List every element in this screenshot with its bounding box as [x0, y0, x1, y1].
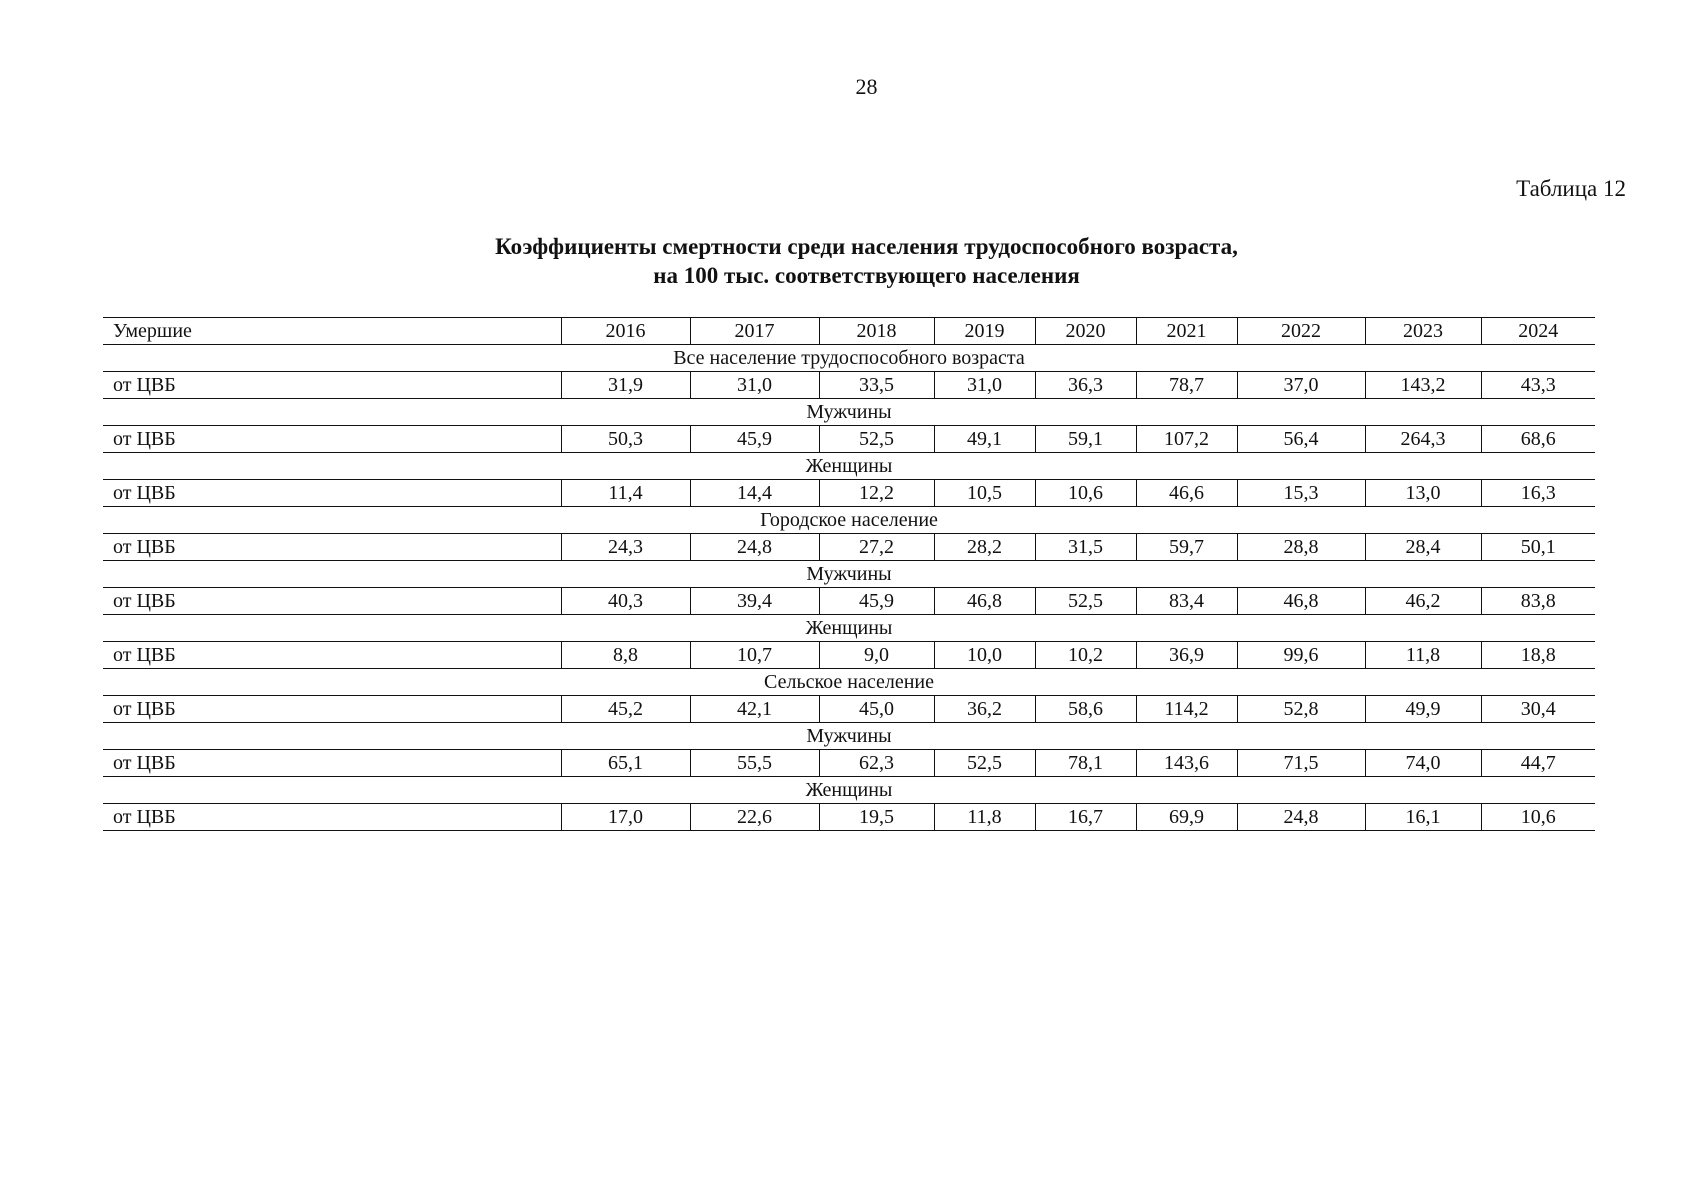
value-cell: 39,4: [690, 588, 819, 615]
year-header-cell: 2022: [1237, 318, 1365, 345]
value-cell: 28,8: [1237, 534, 1365, 561]
value-cell: 45,9: [819, 588, 934, 615]
table-label: Таблица 12: [1516, 176, 1626, 201]
table-row: [103, 534, 1595, 561]
value-cell: 59,1: [1035, 426, 1136, 453]
section-row: [103, 669, 1595, 696]
value-cell: 11,8: [934, 804, 1035, 831]
section-row: [103, 453, 1595, 480]
row-label: от ЦВБ: [103, 480, 561, 507]
value-cell: 36,2: [934, 696, 1035, 723]
value-cell: 143,6: [1136, 750, 1237, 777]
value-cell: 37,0: [1237, 372, 1365, 399]
value-cell: 99,6: [1237, 642, 1365, 669]
value-cell: 74,0: [1365, 750, 1481, 777]
value-cell: 16,3: [1481, 480, 1595, 507]
value-cell: 45,2: [561, 696, 690, 723]
value-cell: 45,9: [690, 426, 819, 453]
value-cell: 62,3: [819, 750, 934, 777]
value-cell: 16,1: [1365, 804, 1481, 831]
value-cell: 10,2: [1035, 642, 1136, 669]
section-row: [103, 561, 1595, 588]
value-cell: 22,6: [690, 804, 819, 831]
table-row: [103, 480, 1595, 507]
section-title: Женщины: [103, 777, 1595, 804]
year-header-cell: 2017: [690, 318, 819, 345]
value-cell: 83,8: [1481, 588, 1595, 615]
value-cell: 28,4: [1365, 534, 1481, 561]
value-cell: 59,7: [1136, 534, 1237, 561]
value-cell: 58,6: [1035, 696, 1136, 723]
table-row: [103, 642, 1595, 669]
value-cell: 69,9: [1136, 804, 1237, 831]
value-cell: 78,7: [1136, 372, 1237, 399]
value-cell: 11,8: [1365, 642, 1481, 669]
value-cell: 30,4: [1481, 696, 1595, 723]
value-cell: 8,8: [561, 642, 690, 669]
value-cell: 46,6: [1136, 480, 1237, 507]
value-cell: 45,0: [819, 696, 934, 723]
value-cell: 264,3: [1365, 426, 1481, 453]
table-title: [0, 232, 1698, 290]
value-cell: 19,5: [819, 804, 934, 831]
table-row: [103, 696, 1595, 723]
value-cell: 46,8: [934, 588, 1035, 615]
table-title-line: на 100 тыс. соответствующего населения: [653, 263, 1080, 288]
table-row: [103, 750, 1595, 777]
year-header-cell: 2021: [1136, 318, 1237, 345]
value-cell: 17,0: [561, 804, 690, 831]
table-row: [103, 426, 1595, 453]
section-title: Мужчины: [103, 723, 1595, 750]
value-cell: 56,4: [1237, 426, 1365, 453]
row-label: от ЦВБ: [103, 372, 561, 399]
header-row: [103, 318, 1595, 345]
value-cell: 10,6: [1481, 804, 1595, 831]
table-row: [103, 588, 1595, 615]
section-row: [103, 399, 1595, 426]
section-row: [103, 723, 1595, 750]
value-cell: 27,2: [819, 534, 934, 561]
section-row: [103, 615, 1595, 642]
value-cell: 36,9: [1136, 642, 1237, 669]
value-cell: 31,5: [1035, 534, 1136, 561]
section-row: [103, 777, 1595, 804]
value-cell: 9,0: [819, 642, 934, 669]
value-cell: 44,7: [1481, 750, 1595, 777]
value-cell: 83,4: [1136, 588, 1237, 615]
value-cell: 10,0: [934, 642, 1035, 669]
value-cell: 33,5: [819, 372, 934, 399]
value-cell: 52,5: [1035, 588, 1136, 615]
table-body: [103, 318, 1595, 831]
section-title: Городское население: [103, 507, 1595, 534]
value-cell: 12,2: [819, 480, 934, 507]
value-cell: 14,4: [690, 480, 819, 507]
section-title: Женщины: [103, 453, 1595, 480]
year-header-cell: 2024: [1481, 318, 1595, 345]
table-row: [103, 804, 1595, 831]
value-cell: 107,2: [1136, 426, 1237, 453]
row-label: от ЦВБ: [103, 750, 561, 777]
table-row: [103, 372, 1595, 399]
value-cell: 78,1: [1035, 750, 1136, 777]
row-label: от ЦВБ: [103, 642, 561, 669]
value-cell: 114,2: [1136, 696, 1237, 723]
year-header-cell: 2016: [561, 318, 690, 345]
value-cell: 18,8: [1481, 642, 1595, 669]
value-cell: 46,2: [1365, 588, 1481, 615]
value-cell: 13,0: [1365, 480, 1481, 507]
value-cell: 42,1: [690, 696, 819, 723]
row-label: от ЦВБ: [103, 696, 561, 723]
section-title: Мужчины: [103, 399, 1595, 426]
value-cell: 65,1: [561, 750, 690, 777]
value-cell: 15,3: [1237, 480, 1365, 507]
value-cell: 31,0: [934, 372, 1035, 399]
year-header-cell: 2020: [1035, 318, 1136, 345]
table-title-line: Коэффициенты смертности среди населения трудоспособного возраста,: [495, 234, 1238, 259]
header-label-cell: Умершие: [103, 318, 561, 345]
section-title: Мужчины: [103, 561, 1595, 588]
value-cell: 36,3: [1035, 372, 1136, 399]
year-header-cell: 2023: [1365, 318, 1481, 345]
value-cell: 49,9: [1365, 696, 1481, 723]
value-cell: 10,7: [690, 642, 819, 669]
value-cell: 31,9: [561, 372, 690, 399]
value-cell: 10,6: [1035, 480, 1136, 507]
value-cell: 143,2: [1365, 372, 1481, 399]
value-cell: 16,7: [1035, 804, 1136, 831]
section-title: Сельское население: [103, 669, 1595, 696]
value-cell: 11,4: [561, 480, 690, 507]
value-cell: 31,0: [690, 372, 819, 399]
section-row: [103, 345, 1595, 372]
value-cell: 50,3: [561, 426, 690, 453]
value-cell: 55,5: [690, 750, 819, 777]
section-title: Женщины: [103, 615, 1595, 642]
value-cell: 49,1: [934, 426, 1035, 453]
value-cell: 52,8: [1237, 696, 1365, 723]
value-cell: 52,5: [934, 750, 1035, 777]
value-cell: 24,8: [1237, 804, 1365, 831]
value-cell: 68,6: [1481, 426, 1595, 453]
value-cell: 28,2: [934, 534, 1035, 561]
value-cell: 24,3: [561, 534, 690, 561]
section-title: Все население трудоспособного возраста: [103, 345, 1595, 372]
year-header-cell: 2018: [819, 318, 934, 345]
value-cell: 24,8: [690, 534, 819, 561]
value-cell: 52,5: [819, 426, 934, 453]
value-cell: 40,3: [561, 588, 690, 615]
value-cell: 50,1: [1481, 534, 1595, 561]
row-label: от ЦВБ: [103, 804, 561, 831]
row-label: от ЦВБ: [103, 588, 561, 615]
row-label: от ЦВБ: [103, 426, 561, 453]
value-cell: 43,3: [1481, 372, 1595, 399]
mortality-table: [103, 317, 1595, 831]
value-cell: 71,5: [1237, 750, 1365, 777]
row-label: от ЦВБ: [103, 534, 561, 561]
value-cell: 46,8: [1237, 588, 1365, 615]
value-cell: 10,5: [934, 480, 1035, 507]
page-number: 28: [855, 74, 878, 99]
section-row: [103, 507, 1595, 534]
year-header-cell: 2019: [934, 318, 1035, 345]
